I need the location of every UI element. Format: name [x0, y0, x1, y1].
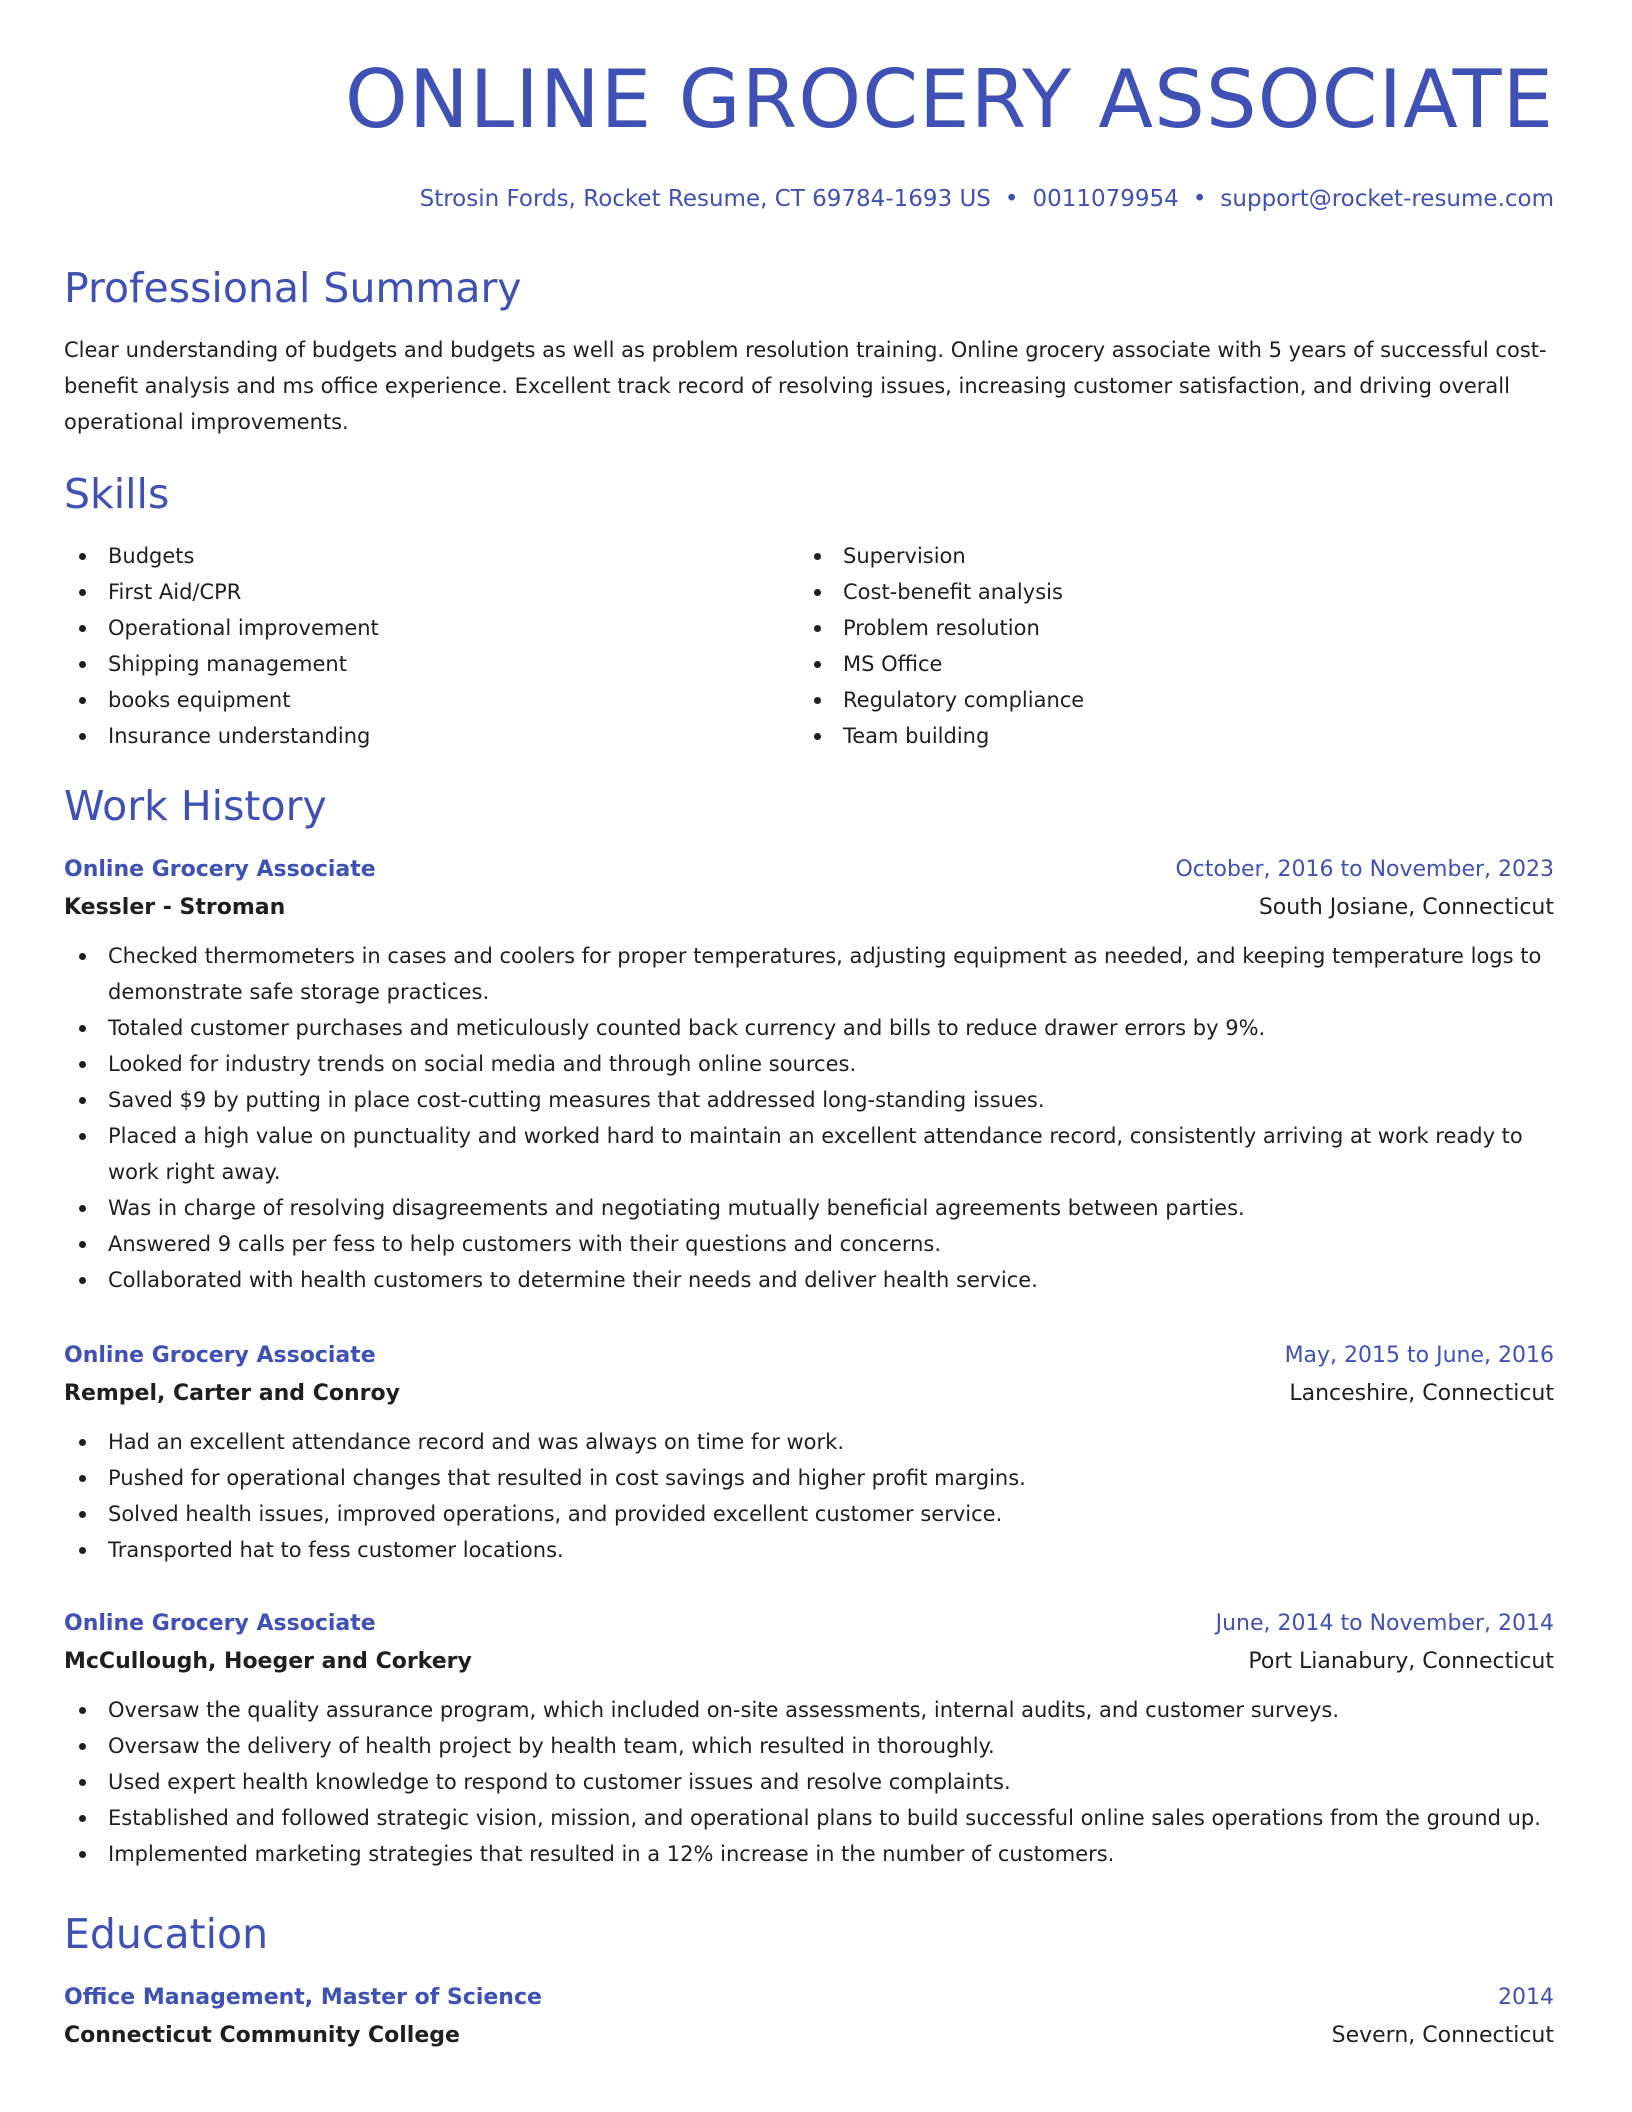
job-company-row — [64, 1374, 1554, 1414]
job-dates: June, 2014 to November, 2014 — [1215, 1611, 1554, 1636]
education-school-row — [64, 2016, 1554, 2056]
job-bullet: Had an excellent attendance record and was always on time for work. — [64, 1424, 1554, 1460]
skills-list — [64, 538, 1554, 754]
job-header-row — [64, 852, 1554, 888]
job-location: Port Lianabury, Connecticut — [1248, 1649, 1554, 1674]
job-title: Online Grocery Associate — [64, 1343, 376, 1368]
section-title-education: Education — [64, 1910, 269, 1958]
skill-item: Supervision — [799, 538, 1534, 574]
job-bullet: Saved $9 by putting in place cost-cutting measures that addressed long-standing issues. — [64, 1082, 1554, 1118]
job-company: Kessler - Stroman — [64, 895, 286, 920]
skill-item: Insurance understanding — [64, 718, 799, 754]
job-bullet: Placed a high value on punctuality and worked hard to maintain an excellent attendance record, consistently arriving at work ready to work right away. — [64, 1118, 1554, 1190]
job-bullet: Checked thermometers in cases and coolers for proper temperatures, adjusting equipment as needed, and keeping temperature logs to demonstrate safe storage practices. — [64, 938, 1554, 1010]
job-header-row — [64, 1606, 1554, 1642]
contact-separator: • — [1192, 186, 1207, 212]
job-location: South Josiane, Connecticut — [1258, 895, 1554, 920]
skill-item: Shipping management — [64, 646, 799, 682]
job-dates: May, 2015 to June, 2016 — [1284, 1343, 1554, 1368]
skill-item: Problem resolution — [799, 610, 1534, 646]
skill-item: MS Office — [799, 646, 1534, 682]
contact-email[interactable]: support@rocket-resume.com — [1220, 186, 1554, 212]
job-header-row — [64, 1338, 1554, 1374]
job-bullet: Pushed for operational changes that resulted in cost savings and higher profit margins. — [64, 1460, 1554, 1496]
summary-text: Clear understanding of budgets and budgets as well as problem resolution training. Online grocery associate with 5 years of successful cost-benefit analysis and ms office experience. Excellent track record of resolving issues, increasing customer satisfaction, and driving overall operational improvements. — [64, 338, 1547, 434]
job-bullets — [64, 938, 1554, 1298]
job-bullet: Was in charge of resolving disagreements and negotiating mutually beneficial agreements between parties. — [64, 1190, 1554, 1226]
job-title: Online Grocery Associate — [64, 857, 376, 882]
skill-item: Budgets — [64, 538, 799, 574]
skill-item: First Aid/CPR — [64, 574, 799, 610]
job-bullet: Solved health issues, improved operations, and provided excellent customer service. — [64, 1496, 1554, 1532]
job-bullet: Used expert health knowledge to respond to customer issues and resolve complaints. — [64, 1764, 1554, 1800]
job-location: Lanceshire, Connecticut — [1289, 1381, 1554, 1406]
education-school: Connecticut Community College — [64, 2023, 460, 2048]
skill-item: Cost-benefit analysis — [799, 574, 1534, 610]
skills-column-right — [799, 538, 1534, 754]
education-year: 2014 — [1498, 1985, 1554, 2010]
job-bullet: Oversaw the quality assurance program, which included on-site assessments, internal audits, and customer surveys. — [64, 1692, 1554, 1728]
job-bullet: Collaborated with health customers to determine their needs and deliver health service. — [64, 1262, 1554, 1298]
section-title-summary: Professional Summary — [64, 264, 522, 312]
resume-page — [64, 0, 1554, 2048]
skill-item: books equipment — [64, 682, 799, 718]
education-entry — [64, 1980, 1554, 2056]
job-company-row — [64, 1642, 1554, 1682]
education-degree: Office Management, Master of Science — [64, 1985, 542, 2010]
job-entry — [64, 1606, 1554, 1872]
job-company: Rempel, Carter and Conroy — [64, 1381, 400, 1406]
education-header-row — [64, 1980, 1554, 2016]
skills-column-left — [64, 538, 799, 754]
job-bullet: Totaled customer purchases and meticulously counted back currency and bills to reduce drawer errors by 9%. — [64, 1010, 1554, 1046]
section-title-work-history: Work History — [64, 782, 327, 830]
job-bullet: Oversaw the delivery of health project by health team, which resulted in thoroughly. — [64, 1728, 1554, 1764]
job-entry — [64, 852, 1554, 1298]
job-bullets — [64, 1692, 1554, 1872]
contact-address: Strosin Fords, Rocket Resume, CT 69784-1693 US — [419, 186, 991, 212]
job-bullet: Implemented marketing strategies that resulted in a 12% increase in the number of customers. — [64, 1836, 1554, 1872]
resume-header — [64, 0, 1554, 214]
job-bullets — [64, 1424, 1554, 1568]
contact-line — [64, 184, 1554, 214]
job-company-row — [64, 888, 1554, 928]
skill-item: Operational improvement — [64, 610, 799, 646]
skill-item: Regulatory compliance — [799, 682, 1534, 718]
job-dates: October, 2016 to November, 2023 — [1175, 857, 1554, 882]
job-bullet: Transported hat to fess customer locations. — [64, 1532, 1554, 1568]
job-company: McCullough, Hoeger and Corkery — [64, 1649, 472, 1674]
contact-separator: • — [1004, 186, 1019, 212]
job-bullet: Answered 9 calls per fess to help customers with their questions and concerns. — [64, 1226, 1554, 1262]
section-title-skills: Skills — [64, 470, 170, 518]
contact-phone: 0011079954 — [1032, 186, 1179, 212]
skill-item: Team building — [799, 718, 1534, 754]
candidate-name: ONLINE GROCERY ASSOCIATE — [344, 53, 1554, 146]
job-entry — [64, 1338, 1554, 1568]
job-title: Online Grocery Associate — [64, 1611, 376, 1636]
education-location: Severn, Connecticut — [1331, 2023, 1554, 2048]
job-bullet: Established and followed strategic vision, mission, and operational plans to build successful online sales operations from the ground up. — [64, 1800, 1554, 1836]
job-bullet: Looked for industry trends on social media and through online sources. — [64, 1046, 1554, 1082]
